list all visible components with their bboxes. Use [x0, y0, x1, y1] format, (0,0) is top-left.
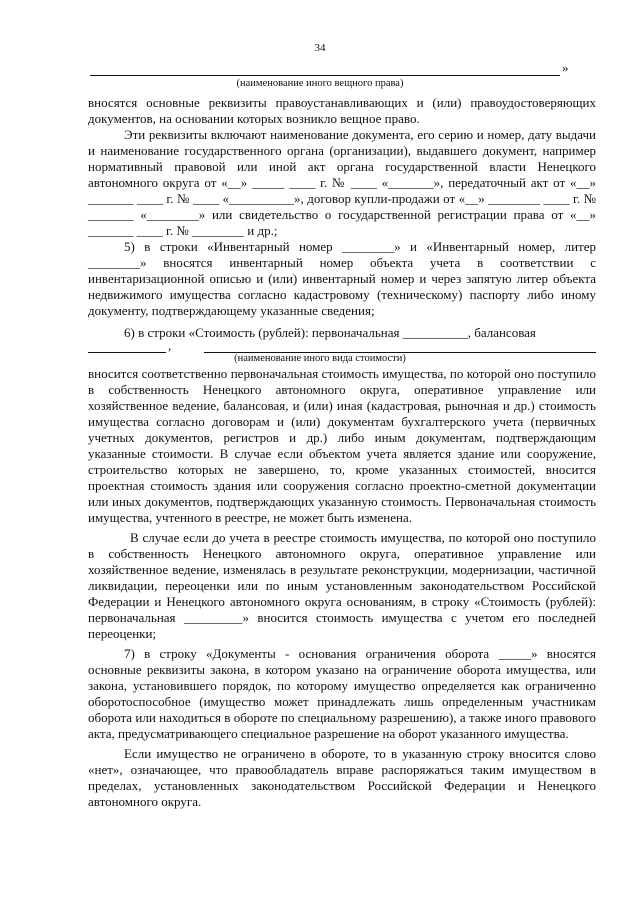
top-text-block — [88, 95, 596, 319]
item-6-separator: , — [168, 338, 172, 353]
paragraph: 6) в строки «Стоимость (рублей): первоначальная __________, балансовая — [124, 325, 536, 340]
paragraph: вносится соответственно первоначальная стоимость имущества, по которой оно поступило в собственность Ненецкого автономного округа, оперативное управление или хозяйственное ведение, балансовая, и (или) иная (кадастровая, рыночная и др.) стоимость имущества согласно договорам и (или) документам бухгалтерского учета (первичных учетных документов, регистров и др.) либо иным документам, подтверждающим указанные стоимости. В случае если объектом учета является здание или сооружение, строительство которых не завершено, то, кроме указанных стоимостей, вносится проектная стоимость здания или сооружения согласно проектно-сметной документации или иных документов, подтверждающих указанную стоимость. Первоначальная стоимость имущества, учтенного в реестре, не может быть изменена. — [88, 366, 596, 525]
paragraph: Если имущество не ограничено в обороте, то в указанную строку вносится слово «нет», означающее, что правообладатель вправе распоряжаться таким имуществом в пределах, установленных законодательством Российской Федерации и Ненецкого автономного округа. — [88, 746, 596, 809]
paragraph: вносятся основные реквизиты правоустанавливающих и (или) правоудостоверяющих документов, на основании которых возникло вещное право. — [88, 95, 596, 126]
paragraph: Эти реквизиты включают наименование документа, его серию и номер, дату выдачи и наименование государственного органа (организации), выдавшего документ, например нормативный правовой или иной акт органа государственной власти Ненецкого автономного округа от «__» _____ ____ г. № ____ «_______», передаточный акт от «__» _______ ____ г. № ____ «__________», договор купли-продажи от «__» ________ ____ г. № _______ «________» или свидетельство о государственной регистрации права от «__» _______ ____ г. № ________ и др.; — [88, 127, 596, 238]
page-number: 34 — [314, 42, 326, 54]
header-caption: (наименование иного вещного права) — [236, 78, 404, 89]
paragraph: 7) в строку «Документы - основания ограничения оборота _____» вносятся основные реквизиты закона, в котором указано на ограничение оборота имущества, или закона, установившего порядок, по которому имущество определяется как ограниченно оборотоспособное (имущество может принадлежать лишь определенным участникам оборота или находиться в обороте по специальному разрешению), а также иного правового акта, предусматривающего специальное разрешение на оборот указанного имущества. — [88, 646, 596, 741]
paragraph: 5) в строки «Инвентарный номер ________» и «Инвентарный номер, литер ________» вносятся инвентарный номер объекта учета в соответствии с инвентаризационной описью и (или) инвентарный номер и через запятую литер объекта недвижимого имущества согласно кадастровому (техническому) паспорту либо иному документу, подтверждающему указанные сведения; — [88, 239, 596, 318]
other-value-type-blank — [204, 341, 596, 353]
item-6-caption: (наименование иного вида стоимости) — [234, 353, 406, 364]
vesh-pravo-blank-line — [90, 61, 560, 76]
bottom-text-block — [88, 366, 596, 810]
item-6-line — [88, 325, 596, 341]
paragraph: В случае если до учета в реестре стоимость имущества, по которой оно поступило в собственность Ненецкого автономного округа, оперативное управление или хозяйственное ведение, изменялась в результате реконструкции, модернизации, частичной ликвидации, переоценки или по иным установленным законодательством Российской Федерации и Ненецкого автономного округа основаниям, в строку «Стоимость (рублей): первоначальная _________» вносится стоимость имущества с учетом его последней переоценки; — [88, 530, 596, 641]
item-6-blank-lines — [88, 338, 596, 353]
header-closing-quote: » — [562, 60, 569, 75]
balance-value-blank — [88, 341, 166, 353]
